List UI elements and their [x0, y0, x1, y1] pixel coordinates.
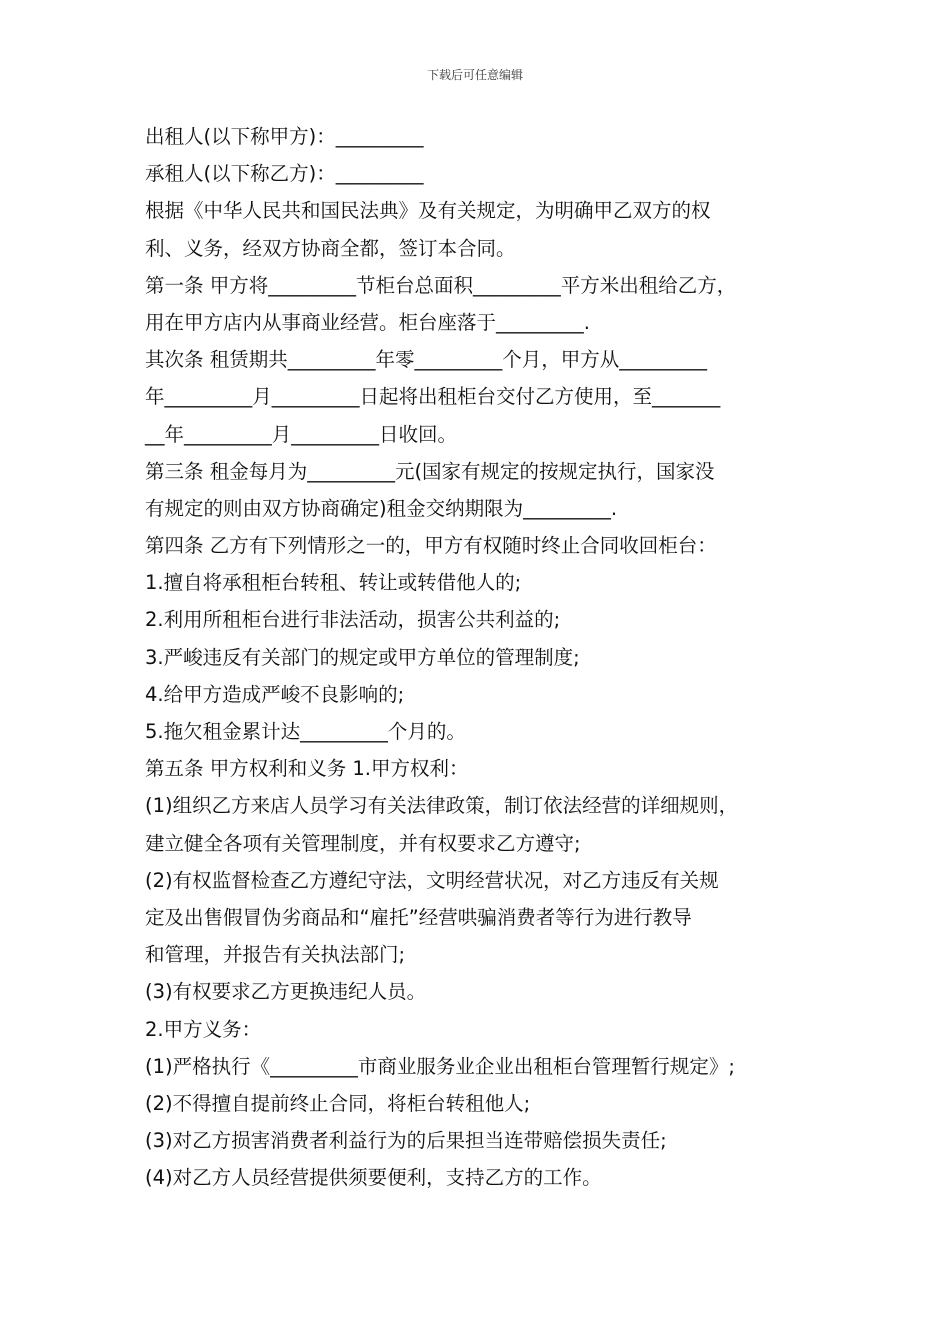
- text-line: 第四条 乙方有下列情形之一的，甲方有权随时终止合同收回柜台：: [145, 534, 717, 558]
- text-line: 第三条 租金每月为_________元(国家有规定的按规定执行，国家没: [145, 459, 715, 483]
- text-line: (2)有权监督检查乙方遵纪守法，文明经营状况，对乙方违反有关规: [145, 868, 719, 892]
- document-body: [145, 118, 825, 1196]
- text-line: 2.利用所租柜台进行非法活动，损害公共利益的;: [145, 608, 561, 632]
- text-line: (3)有权要求乙方更换违纪人员。: [145, 980, 427, 1004]
- text-line: 根据《中华人民共和国民法典》及有关规定，为明确甲乙双方的权: [145, 199, 711, 223]
- text-line: 利、义务，经双方协商全都，签订本合同。: [145, 236, 516, 260]
- text-line: 第五条 甲方权利和义务 1.甲方权利：: [145, 757, 469, 781]
- text-line: 建立健全各项有关管理制度，并有权要求乙方遵守;: [145, 831, 581, 855]
- text-line: 出租人(以下称甲方)：_________: [145, 125, 424, 148]
- text-line: 3.严峻违反有关部门的规定或甲方单位的管理制度;: [145, 645, 580, 669]
- text-line: 和管理，并报告有关执法部门;: [145, 943, 406, 967]
- text-line: 有规定的则由双方协商确定)租金交纳期限为_________.: [145, 496, 618, 520]
- text-line: (3)对乙方损害消费者利益行为的后果担当连带赔偿损失责任;: [145, 1129, 667, 1153]
- text-line: 定及出售假冒伪劣商品和“雇托”经营哄骗消费者等行为进行教导: [145, 905, 692, 929]
- text-line: 4.给甲方造成严峻不良影响的;: [145, 682, 405, 706]
- text-line: (1)严格执行《_________市商业服务业企业出租柜台管理暂行规定》;: [145, 1054, 735, 1078]
- text-line: 2.甲方义务：: [145, 1017, 262, 1041]
- text-line: 年_________月_________日起将出租柜台交付乙方使用，至_______: [145, 385, 721, 409]
- page-header: 下载后可任意编辑: [426, 68, 523, 82]
- text-line: (1)组织乙方来店人员学习有关法律政策，制订依法经营的详细规则，: [145, 794, 739, 818]
- text-line: 用在甲方店内从事商业经营。柜台座落于_________.: [145, 310, 590, 334]
- text-line: (4)对乙方人员经营提供须要便利，支持乙方的工作。: [145, 1166, 602, 1190]
- text-line: 第一条 甲方将_________节柜台总面积_________平方米出租给乙方，: [145, 273, 737, 297]
- text-line: __年_________月_________日收回。: [145, 422, 458, 446]
- text-line: 其次条 租赁期共_________年零_________个月，甲方从_________: [145, 348, 707, 372]
- text-line: 承租人(以下称乙方)：_________: [145, 162, 424, 186]
- text-line: 5.拖欠租金累计达_________个月的。: [145, 720, 466, 743]
- text-line: 1.擅自将承租柜台转租、转让或转借他人的;: [145, 571, 522, 595]
- text-line: (2)不得擅自提前终止合同，将柜台转租他人;: [145, 1091, 531, 1115]
